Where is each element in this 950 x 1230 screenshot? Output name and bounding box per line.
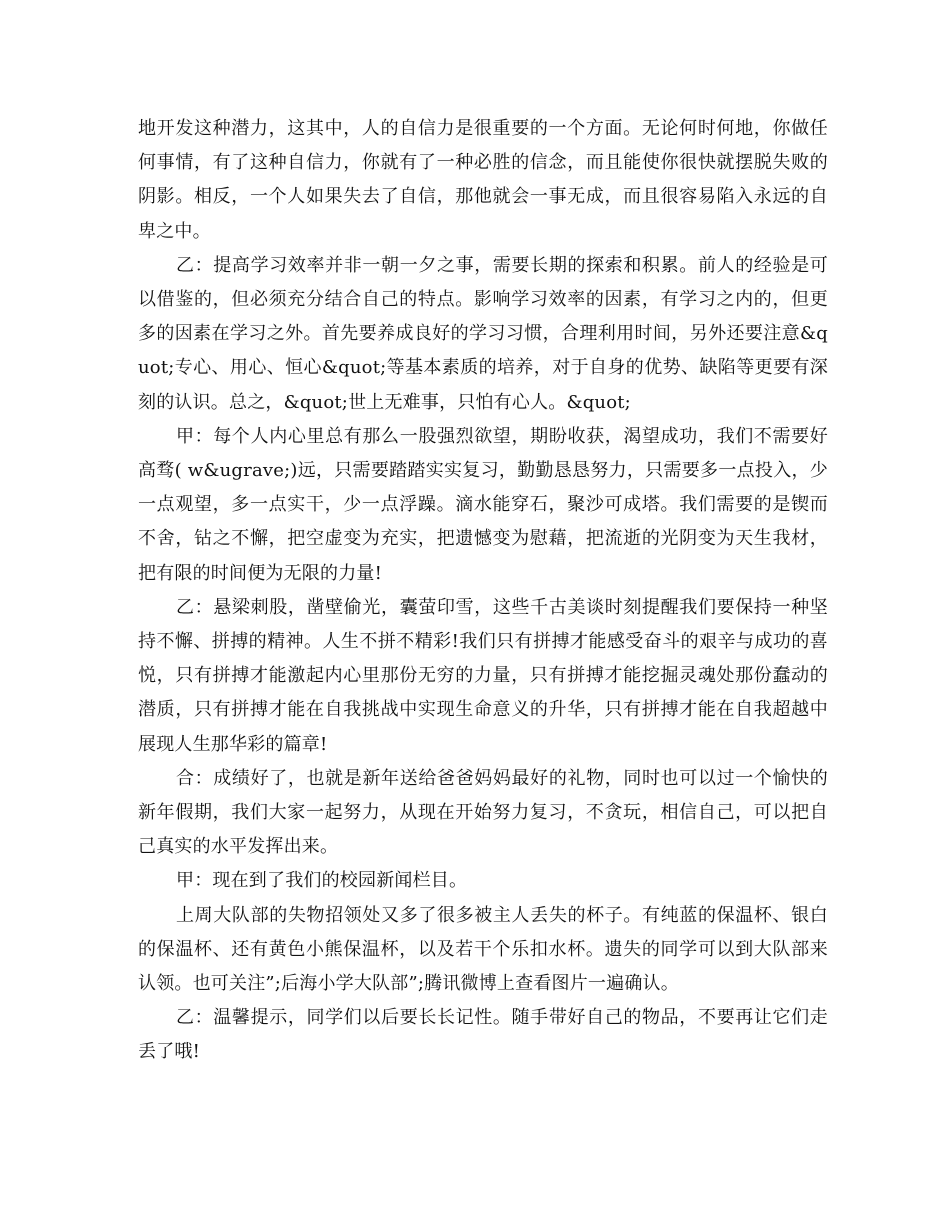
paragraph-3: 甲：每个人内心里总有那么一股强烈欲望，期盼收获，渴望成功，我们不需要好高骛( w&ugrave;)远，只需要踏踏实实复习，勤勤恳恳努力，只需要多一点投入，少一点观望，多一点实干，少一点浮躁。滴水能穿石，聚沙可成塔。我们需要的是锲而不舍，钻之不懈，把空虚变为充实，把遗憾变为慰藉，把流逝的光阴变为天生我材，把有限的时间便为无限的力量! [138, 425, 828, 584]
paragraph-2: 乙：提高学习效率并非一朝一夕之事，需要长期的探索和积累。前人的经验是可以借鉴的，但必须充分结合自己的特点。影响学习效率的因素，有学习之内的，但更多的因素在学习之外。首先要养成良好的学习习惯，合理利用时间，另外还要注意&quot;专心、用心、恒心&quot;等基本素质的培养，对于自身的优势、缺陷等更要有深刻的认识。总之，&quot;世上无难事，只怕有心人。&quot; [138, 254, 828, 413]
paragraph-7: 上周大队部的失物招领处又多了很多被主人丢失的杯子。有纯蓝的保温杯、银白的保温杯、还有黄色小熊保温杯，以及若干个乐扣水杯。遗失的同学可以到大队部来认领。也可关注”;后海小学大队部”;腾讯微博上查看图片一遍确认。 [138, 904, 828, 995]
paragraph-5: 合：成绩好了，也就是新年送给爸爸妈妈最好的礼物，同时也可以过一个愉快的新年假期，我们大家一起努力，从现在开始努力复习，不贪玩，相信自己，可以把自己真实的水平发挥出来。 [138, 767, 828, 858]
paragraph-6: 甲：现在到了我们的校园新闻栏目。 [176, 870, 468, 892]
document-body [138, 112, 828, 1070]
paragraph-1: 地开发这种潜力，这其中，人的自信力是很重要的一个方面。无论何时何地，你做任何事情，有了这种自信力，你就有了一种必胜的信念，而且能使你很快就摆脱失败的阴影。相反，一个人如果失去了自信，那他就会一事无成，而且很容易陷入永远的自卑之中。 [138, 118, 828, 242]
paragraph-8: 乙：温馨提示，同学们以后要长长记性。随手带好自己的物品，不要再让它们走丢了哦! [138, 1007, 828, 1063]
paragraph-4: 乙：悬梁刺股，凿壁偷光，囊萤印雪，这些千古美谈时刻提醒我们要保持一种坚持不懈、拼搏的精神。人生不拼不精彩!我们只有拼搏才能感受奋斗的艰辛与成功的喜悦，只有拼搏才能激起内心里那份无穷的力量，只有拼搏才能挖掘灵魂处那份蠢动的潜质，只有拼搏才能在自我挑战中实现生命意义的升华，只有拼搏才能在自我超越中展现人生那华彩的篇章! [138, 596, 828, 755]
